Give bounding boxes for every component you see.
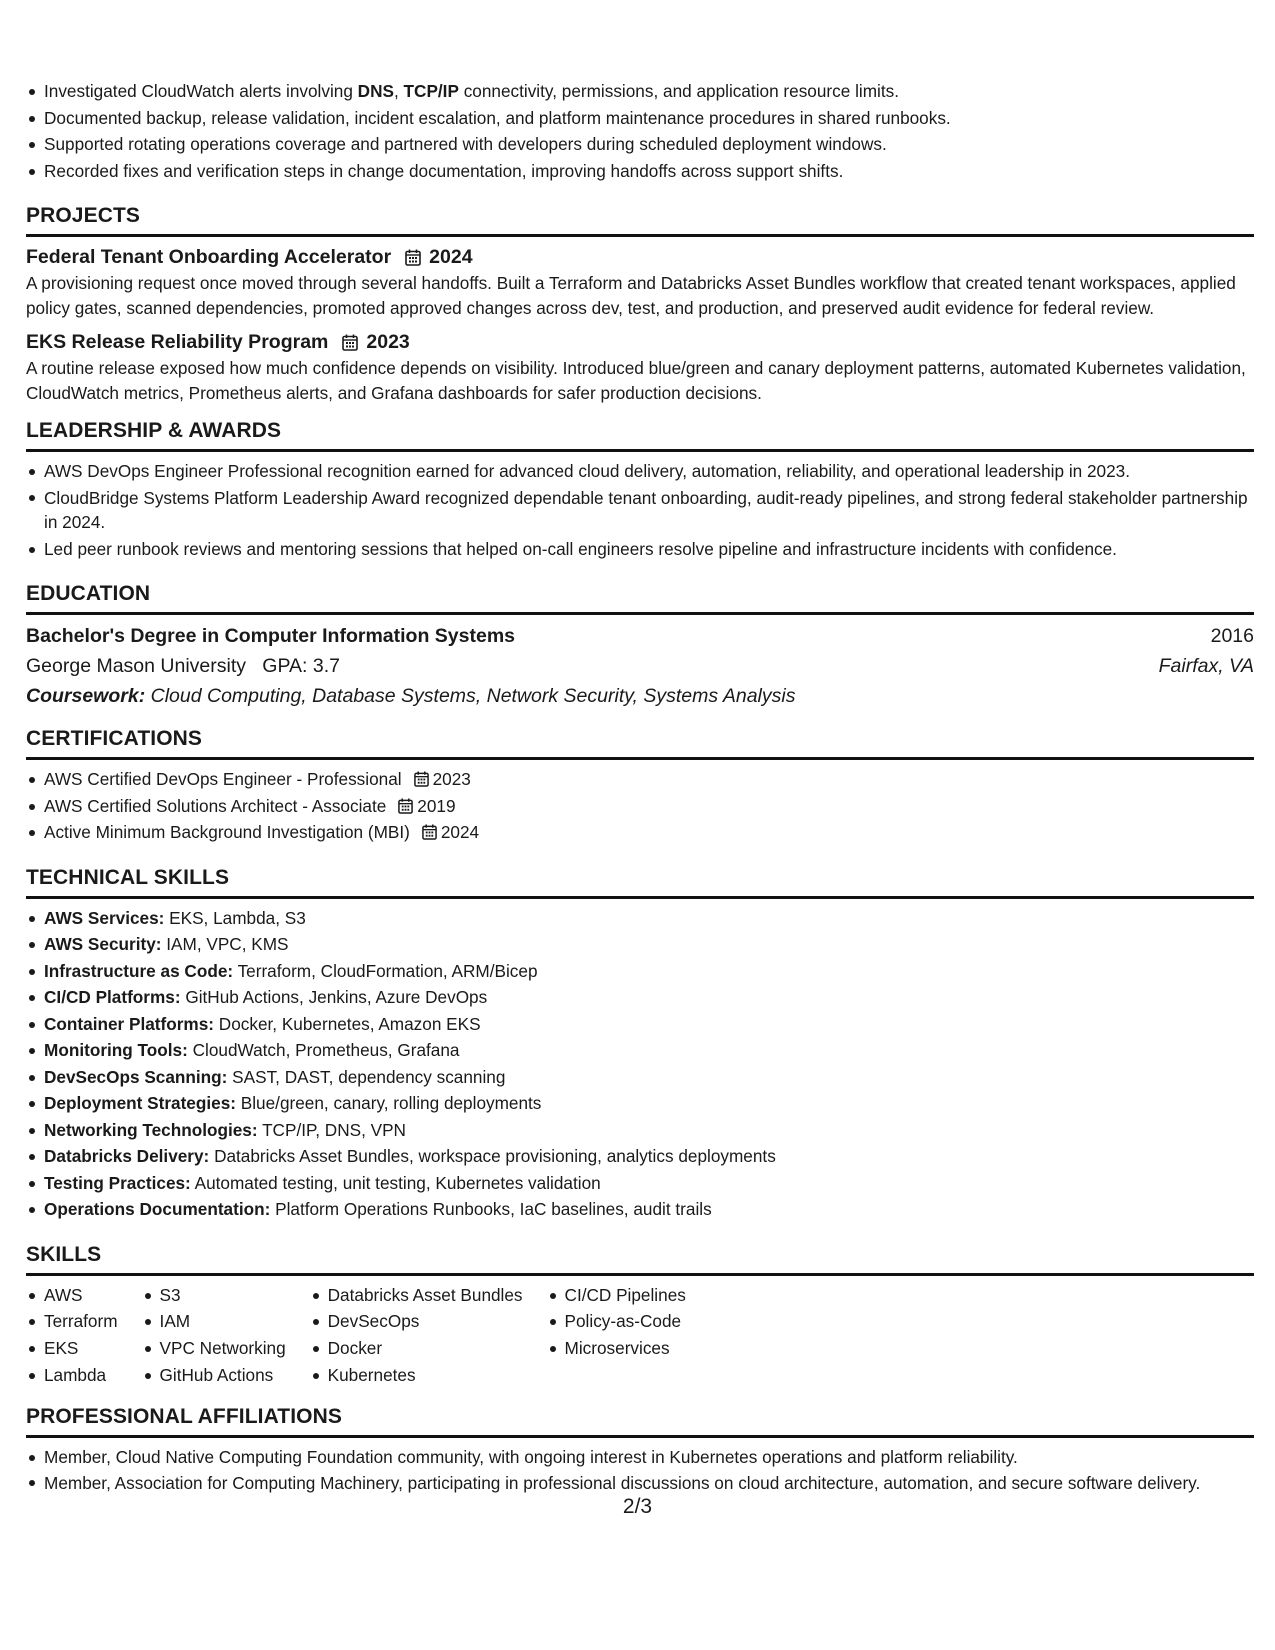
list-item: Supported rotating operations coverage and partnered with developers during scheduled deployment windows. xyxy=(44,131,1254,158)
list-item xyxy=(44,819,1254,846)
skill-value: Blue/green, canary, rolling deployments xyxy=(240,1093,542,1113)
skill-label: Databricks Delivery: xyxy=(44,1146,210,1166)
cert-year: 2023 xyxy=(432,769,471,789)
calendar-icon xyxy=(342,334,358,351)
list-item: Terraform xyxy=(44,1308,118,1335)
list-item xyxy=(44,1143,1254,1170)
section-divider xyxy=(26,1435,1254,1438)
cert-name: AWS Certified DevOps Engineer - Professional xyxy=(44,769,402,789)
list-item xyxy=(44,1064,1254,1091)
skill-value: Automated testing, unit testing, Kubernetes validation xyxy=(194,1172,601,1193)
list-item: Databricks Asset Bundles xyxy=(328,1282,523,1309)
school-location: Fairfax, VA xyxy=(1158,655,1254,677)
skill-label: Container Platforms: xyxy=(44,1013,214,1034)
leadership-list xyxy=(26,458,1254,562)
skill-label: Testing Practices: xyxy=(44,1172,191,1193)
project-header xyxy=(26,328,1254,356)
list-item xyxy=(44,793,1254,820)
section-divider xyxy=(26,612,1254,615)
list-item: Policy-as-Code xyxy=(565,1308,686,1335)
section-divider xyxy=(26,449,1254,452)
cert-name: AWS Certified Solutions Architect - Associate xyxy=(44,795,387,816)
project-year: 2023 xyxy=(366,331,410,353)
cert-year: 2019 xyxy=(417,795,456,816)
project-header xyxy=(26,243,1254,271)
list-item: Docker xyxy=(328,1335,523,1362)
skill-label: AWS Services: xyxy=(44,907,165,928)
skill-value: EKS, Lambda, S3 xyxy=(169,907,306,928)
section-title: PROFESSIONAL AFFILIATIONS xyxy=(26,1404,342,1428)
list-item xyxy=(44,766,1254,793)
project-year: 2024 xyxy=(429,246,473,268)
coursework-list: Cloud Computing, Database Systems, Network Security, Systems Analysis xyxy=(150,685,796,707)
graduation-year: 2016 xyxy=(1210,625,1254,647)
skill-value: GitHub Actions, Jenkins, Azure DevOps xyxy=(185,987,488,1007)
bullet-text: Investigated CloudWatch alerts involving xyxy=(44,81,358,101)
calendar-icon xyxy=(422,824,437,840)
skill-label: CI/CD Platforms: xyxy=(44,987,181,1007)
certifications-list xyxy=(26,766,1254,846)
section-title: LEADERSHIP & AWARDS xyxy=(26,419,282,442)
skills-grid xyxy=(26,1282,1254,1389)
section-title: PROJECTS xyxy=(26,204,140,227)
list-item: Member, Association for Computing Machinery, participating in professional discussions on cloud architecture, automation, and secure software delivery. xyxy=(44,1470,1254,1497)
list-item: S3 xyxy=(160,1282,286,1309)
list-item: Kubernetes xyxy=(328,1362,523,1389)
list-item: GitHub Actions xyxy=(160,1362,286,1389)
list-item: Member, Cloud Native Computing Foundation community, with ongoing interest in Kubernetes operations and platform reliability. xyxy=(44,1444,1254,1471)
bold-term: TCP/IP xyxy=(403,81,459,101)
list-item: AWS DevOps Engineer Professional recognition earned for advanced cloud delivery, automation, reliability, and operational leadership in 2023. xyxy=(44,458,1254,485)
technical-skills-list xyxy=(26,905,1254,1223)
list-item xyxy=(44,931,1254,958)
skill-value: IAM, VPC, KMS xyxy=(166,934,289,954)
school-info xyxy=(26,651,340,681)
list-item xyxy=(44,1090,1254,1117)
skill-value: SAST, DAST, dependency scanning xyxy=(232,1066,506,1087)
skill-label: DevSecOps Scanning: xyxy=(44,1066,228,1087)
section-title: SKILLS xyxy=(26,1242,102,1266)
list-item xyxy=(44,984,1254,1011)
skill-label: Operations Documentation: xyxy=(44,1199,271,1219)
list-item xyxy=(44,905,1254,932)
list-item: Recorded fixes and verification steps in change documentation, improving handoffs across support shifts. xyxy=(44,158,1254,185)
section-divider xyxy=(26,1273,1254,1276)
section-title: TECHNICAL SKILLS xyxy=(26,865,230,889)
education-degree-row xyxy=(26,621,1254,651)
calendar-icon xyxy=(405,249,421,266)
list-item xyxy=(44,78,1254,105)
list-item xyxy=(44,1170,1254,1197)
list-item: AWS xyxy=(44,1282,118,1309)
list-item xyxy=(44,1117,1254,1144)
list-item xyxy=(44,958,1254,985)
degree-name: Bachelor's Degree in Computer Information Systems xyxy=(26,625,516,647)
list-item: EKS xyxy=(44,1335,118,1362)
resume-page xyxy=(26,78,1254,1497)
project-description: A provisioning request once moved through several handoffs. Built a Terraform and Databricks Asset Bundles workflow that created tenant workspaces, applied policy gates, scanned dependencies, promoted approved changes across dev, test, and production, and preserved audit evidence for federal review. xyxy=(26,273,1236,318)
project-name: Federal Tenant Onboarding Accelerator xyxy=(26,246,392,268)
education-school-row xyxy=(26,651,1254,681)
technical-skills-section xyxy=(26,860,1254,1223)
section-title: CERTIFICATIONS xyxy=(26,727,203,750)
coursework xyxy=(26,681,1254,711)
skills-column xyxy=(142,1282,286,1389)
skill-value: CloudWatch, Prometheus, Grafana xyxy=(192,1040,460,1060)
skill-value: Docker, Kubernetes, Amazon EKS xyxy=(218,1013,481,1034)
calendar-icon xyxy=(414,771,429,787)
affiliations-list xyxy=(26,1444,1254,1498)
section-title: EDUCATION xyxy=(26,582,151,605)
bullet-text: connectivity, permissions, and application resource limits. xyxy=(458,81,899,101)
skill-value: Platform Operations Runbooks, IaC baselines, audit trails xyxy=(275,1199,712,1219)
coursework-label: Coursework: xyxy=(26,685,146,707)
section-divider xyxy=(26,896,1254,899)
project-description: A routine release exposed how much confidence depends on visibility. Introduced blue/green and canary deployment patterns, automated Kubernetes validation, CloudWatch metrics, Prometheus alerts, and Grafana dashboards for safer production decisions. xyxy=(26,358,1246,403)
affiliations-section xyxy=(26,1399,1254,1498)
skill-label: Infrastructure as Code: xyxy=(44,960,234,981)
skills-column xyxy=(547,1282,686,1389)
list-item: CloudBridge Systems Platform Leadership Award recognized dependable tenant onboarding, audit-ready pipelines, and strong federal stakeholder partnership in 2024. xyxy=(44,485,1254,536)
list-item: DevSecOps xyxy=(328,1308,523,1335)
list-item xyxy=(44,1011,1254,1038)
list-item: CI/CD Pipelines xyxy=(565,1282,686,1309)
calendar-icon xyxy=(398,798,413,814)
bold-term: DNS xyxy=(357,81,394,101)
bullet-text: , xyxy=(393,81,404,101)
experience-bullets xyxy=(26,78,1254,184)
list-item: VPC Networking xyxy=(160,1335,286,1362)
cert-name: Active Minimum Background Investigation (MBI) xyxy=(44,822,410,842)
leadership-section xyxy=(26,413,1254,562)
skills-section xyxy=(26,1237,1254,1389)
list-item xyxy=(44,1196,1254,1223)
list-item: IAM xyxy=(160,1308,286,1335)
list-item: Documented backup, release validation, incident escalation, and platform maintenance procedures in shared runbooks. xyxy=(44,105,1254,132)
list-item xyxy=(44,1037,1254,1064)
skill-value: TCP/IP, DNS, VPN xyxy=(262,1119,406,1140)
skill-label: Deployment Strategies: xyxy=(44,1093,236,1113)
skill-value: Terraform, CloudFormation, ARM/Bicep xyxy=(237,960,538,981)
project-name: EKS Release Reliability Program xyxy=(26,331,329,353)
page-number: 2/3 xyxy=(622,1495,653,1518)
skill-value: Databricks Asset Bundles, workspace provisioning, analytics deployments xyxy=(214,1146,776,1166)
certifications-section xyxy=(26,721,1254,846)
section-divider xyxy=(26,757,1254,760)
skill-label: Networking Technologies: xyxy=(44,1119,258,1140)
education-section xyxy=(26,576,1254,711)
projects-section xyxy=(26,198,1254,405)
list-item: Lambda xyxy=(44,1362,118,1389)
skills-column xyxy=(26,1282,118,1389)
skills-column xyxy=(310,1282,523,1389)
skill-label: Monitoring Tools: xyxy=(44,1040,188,1060)
list-item: Led peer runbook reviews and mentoring sessions that helped on-call engineers resolve pipeline and infrastructure incidents with confidence. xyxy=(44,536,1254,563)
skill-label: AWS Security: xyxy=(44,934,162,954)
school-name: George Mason University xyxy=(26,655,247,677)
section-divider xyxy=(26,234,1254,237)
list-item: Microservices xyxy=(565,1335,686,1362)
gpa: GPA: 3.7 xyxy=(262,655,340,677)
cert-year: 2024 xyxy=(440,822,480,842)
